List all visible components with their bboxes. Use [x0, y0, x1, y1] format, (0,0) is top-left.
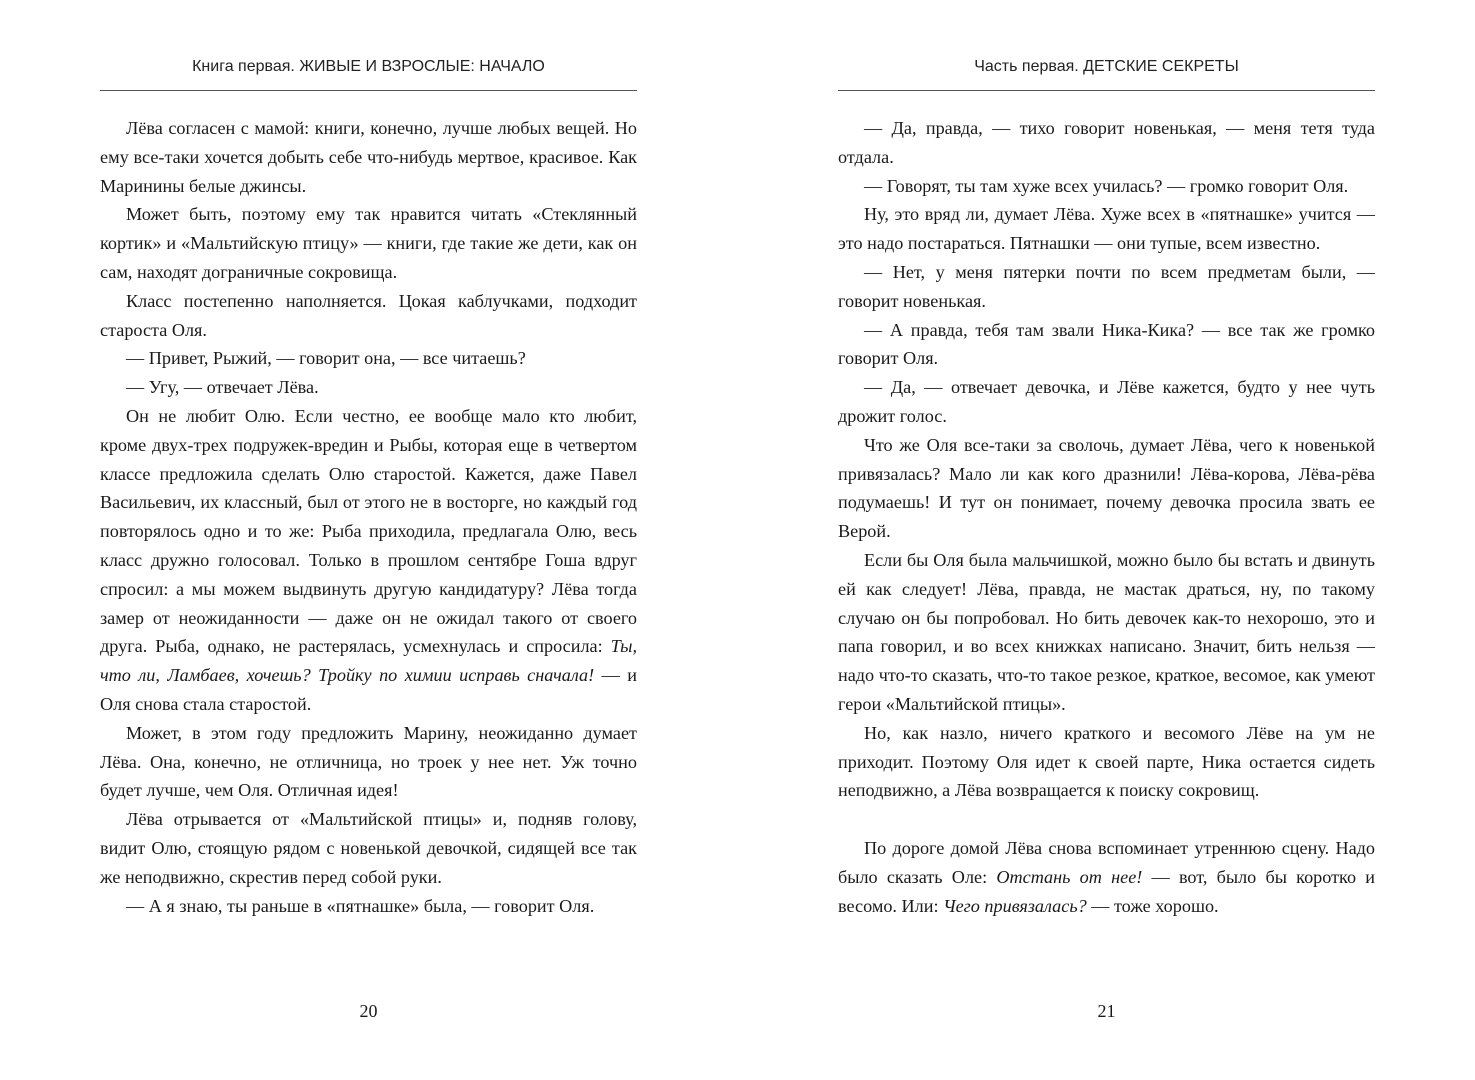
left-running-head: Книга первая. ЖИВЫЕ И ВЗРОСЛЫЕ: НАЧАЛО	[192, 58, 545, 75]
right-page-text	[838, 114, 1375, 920]
left-page-number: 20	[359, 1001, 378, 1021]
paragraph: Но, как назло, ничего краткого и весомого Лёве на ум не приходит. Поэтому Оля идет к своей парте, Ника остается сидеть неподвижно, а Лёва возвращается к поиску сокровищ.	[838, 722, 1375, 801]
paragraph: Лёва отрывается от «Мальтийской птицы» и, подняв голову, видит Олю, стоящую рядом с новенькой девочкой, сидящей все так же неподвижно, скрестив перед собой руки.	[100, 809, 637, 887]
text-run: По дороге домой Лёва снова вспоминает утреннюю сцену. Надо было сказать Оле:	[838, 837, 1375, 887]
paragraph: — А правда, тебя там звали Ника-Кика? — все так же громко говорит Оля.	[838, 319, 1375, 369]
paragraph: Если бы Оля была мальчишкой, можно было бы встать и двинуть ей как следует! Лёва, правда, не мастак драться, ну, по такому случаю он бы попробовал. Но бить девочек как-то нехорошо, это и папа говорил, и во всех книжках написано. Значит, бить нельзя — надо что-то сказать, что-то такое резкое, краткое, весомое, как умеют герои «Мальтийской птицы».	[838, 549, 1375, 714]
italic-text-run: Отстань от нее!	[996, 866, 1143, 887]
paragraph: — Нет, у меня пятерки почти по всем предметам были, — говорит новенькая.	[838, 261, 1375, 311]
text-run: — вот, было бы коротко и весомо. Или:	[838, 866, 1376, 916]
text-run: Он не любит Олю. Если честно, ее вообще мало кто любит, кроме двух-трех подружек-вредин и Рыбы, которая еще в четвертом классе предложила сделать Олю старостой. Кажется, даже Павел Васильевич, их классный, был от этого не в восторге, но каждый год повторялось одно и то же: Рыба приходила, предлагала Олю, весь класс дружно голосовал. Только в прошлом сентябре Гоша вдруг спросил: а мы можем выдвинуть другую кандидатуру? Лёва тогда замер от неожиданности — даже он не ожидал такого от своего друга. Рыба, однако, не растерялась, усмехнулась и спросила:	[100, 405, 637, 657]
italic-text-run: Ты, что ли, Ламбаев, хочешь? Тройку по химии исправь сначала!	[100, 636, 637, 686]
paragraph: Что же Оля все-таки за сволочь, думает Лёва, чего к новенькой привязалась? Мало ли как кого дразнили! Лёва-корова, Лёва-рёва подумаешь! И тут он понимает, почему девочка просила звать ее Верой.	[838, 434, 1375, 542]
paragraph: — Угу, — отвечает Лёва.	[126, 377, 319, 398]
paragraph	[100, 402, 637, 719]
paragraph: Может быть, поэтому ему так нравится читать «Стеклянный кортик» и «Мальтийскую птицу» — книги, где такие же дети, как он сам, находят дограничные сокровища.	[100, 204, 637, 282]
paragraph: — Да, — отвечает девочка, и Лёве кажется, будто у нее чуть дрожит голос.	[838, 377, 1375, 426]
text-run: — и Оля снова стала старостой.	[100, 665, 638, 714]
paragraph: Лёва согласен с мамой: книги, конечно, лучше любых вещей. Но ему все-таки хочется добыть себе что-нибудь мертвое, красивое. Как Маринины белые джинсы.	[100, 118, 637, 196]
paragraph	[838, 834, 1375, 920]
right-page-number: 21	[1097, 1001, 1116, 1021]
right-running-head: Часть первая. ДЕТСКИЕ СЕКРЕТЫ	[974, 58, 1239, 75]
paragraph: — Привет, Рыжий, — говорит она, — все читаешь?	[126, 348, 526, 369]
left-header-rule	[100, 90, 637, 91]
paragraph: Ну, это вряд ли, думает Лёва. Хуже всех в «пятнашке» учится — это надо постараться. Пятнашки — они тупые, всем известно.	[838, 204, 1375, 254]
text-run: — тоже хорошо.	[1086, 895, 1219, 916]
paragraph: — Да, правда, — тихо говорит новенькая, — меня тетя туда отдала.	[838, 118, 1375, 167]
paragraph: Может, в этом году предложить Марину, неожиданно думает Лёва. Она, конечно, не отличница, но троек у нее нет. Уж точно будет лучше, чем Оля. Отличная идея!	[100, 722, 637, 801]
paragraph: Класс постепенно наполняется. Цокая каблучками, подходит староста Оля.	[100, 290, 637, 340]
right-header-rule	[838, 90, 1375, 91]
right-page	[838, 0, 1375, 1080]
italic-text-run: Чего привязалась?	[943, 895, 1087, 916]
left-page	[100, 0, 637, 1080]
paragraph: — Говорят, ты там хуже всех училась? — громко говорит Оля.	[864, 175, 1349, 196]
left-page-text	[100, 114, 637, 920]
paragraph: — А я знаю, ты раньше в «пятнашке» была, — говорит Оля.	[126, 895, 595, 916]
